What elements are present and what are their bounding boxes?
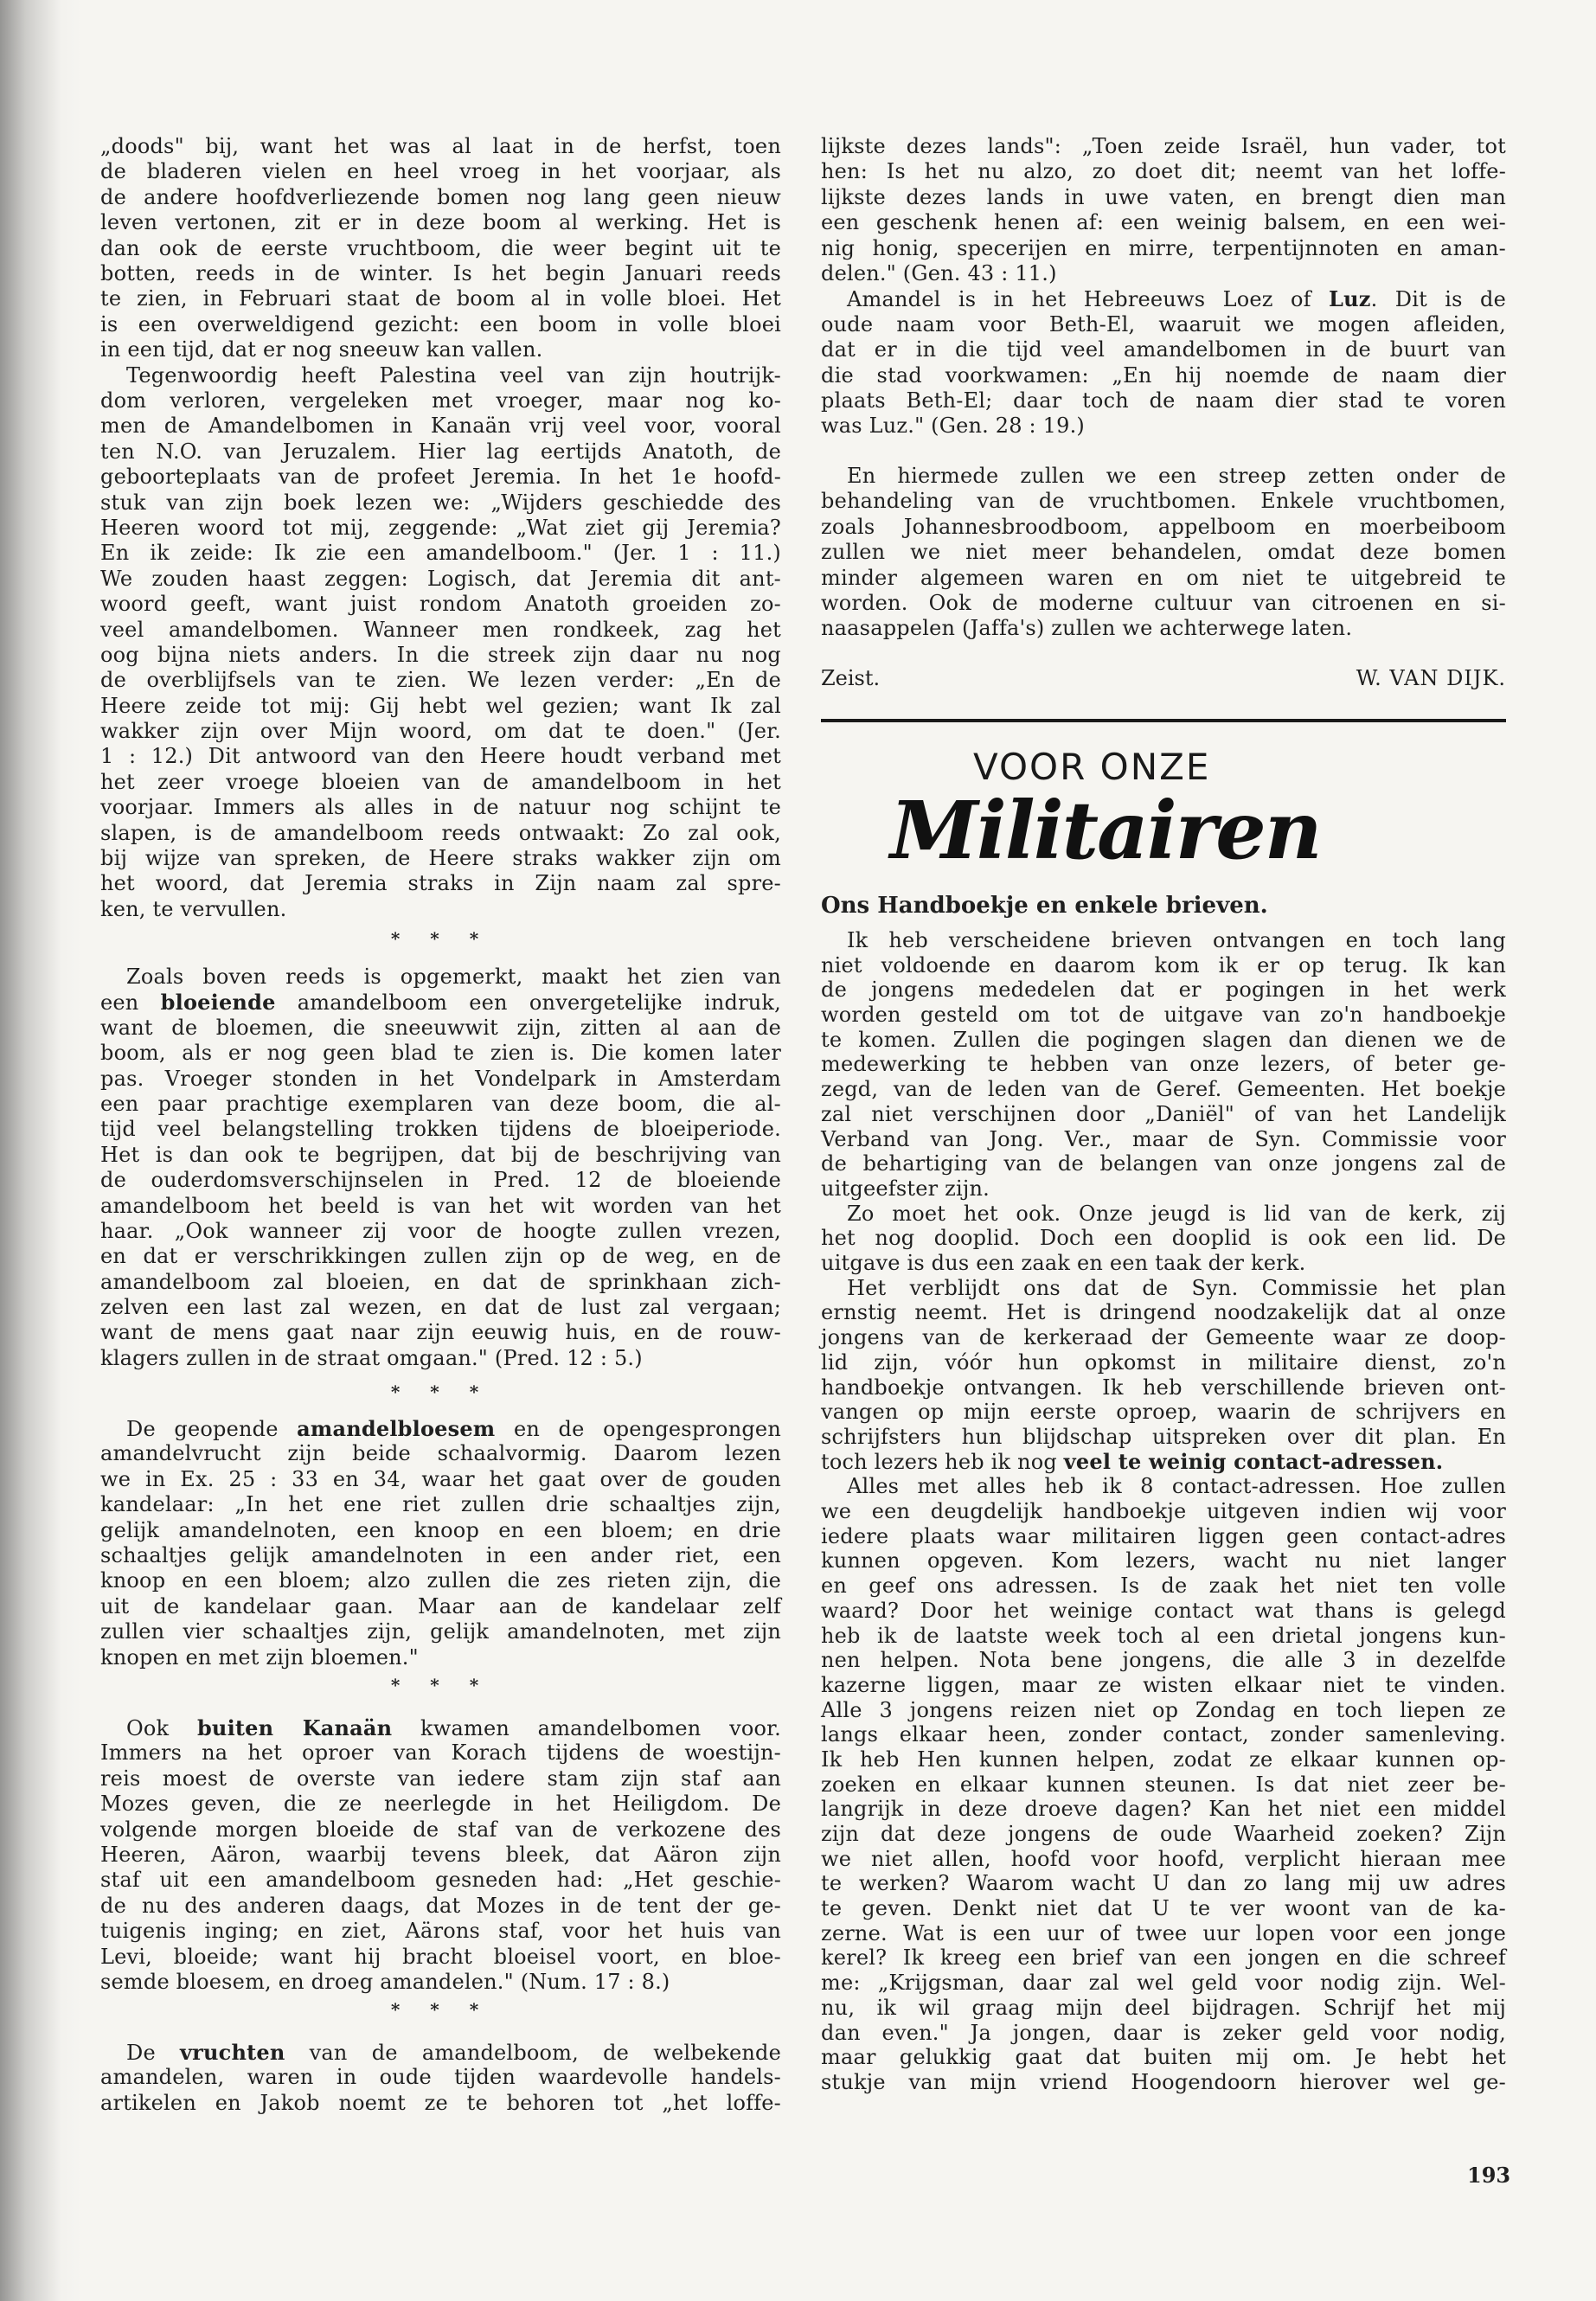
text-line: Amandel is in het Hebreeuws Loez of Luz. Dit is de bbox=[847, 286, 1506, 312]
text-line: oog bijna niets anders. In die streek zijn daar nu nog bbox=[100, 642, 781, 667]
text-line: Heeren woord tot mij, zeggende: „Wat ziet gij Jeremia? bbox=[100, 515, 781, 540]
page-binding-shadow bbox=[0, 0, 82, 2301]
text-line: vangen op mijn eerste oproep, waarin de schrijvers en bbox=[821, 1400, 1506, 1425]
text-line: knoop en een bloem; alzo zullen die zes rieten zijn, die bbox=[100, 1568, 781, 1593]
text-line: amandelboom zal bloeien, en dat de sprinkhaan zich- bbox=[100, 1269, 781, 1294]
text-line: uitgeefster zijn. bbox=[821, 1176, 990, 1201]
bold-emphasis: amandelbloesem bbox=[297, 1416, 496, 1441]
text-line: tijd veel belangstelling trokken tijdens de bloeiperiode. bbox=[100, 1117, 781, 1142]
text-line: zal niet verschijnen door „Daniël" of van het Landelijk bbox=[821, 1101, 1506, 1126]
text-line: dan even." Ja jongen, daar is zeker geld voor nodig, bbox=[821, 2020, 1506, 2045]
text-line: hen: Is het nu alzo, zo doet dit; neemt van het loffe- bbox=[821, 159, 1506, 184]
text-line: En ik zeide: Ik zie een amandelboom." (Jer. 1 : 11.) bbox=[100, 541, 781, 566]
bold-emphasis: vruchten bbox=[180, 2040, 285, 2065]
text-line: te zien, in Februari staat de boom al in volle bloei. Het bbox=[100, 286, 781, 311]
text-line: zelven een last zal wezen, en dat de lust zal vergaan; bbox=[100, 1295, 781, 1320]
paragraph bbox=[821, 1202, 1506, 1276]
text-line: botten, reeds in de winter. Is het begin Januari reeds bbox=[100, 260, 781, 285]
text-line: die stad voorkwamen: „En hij noemde de naam dier bbox=[821, 362, 1506, 388]
text-line: Zo moet het ook. Onze jeugd is lid van de kerk, zij bbox=[847, 1201, 1506, 1226]
text-line: in een tijd, dat er nog sneeuw kan vallen. bbox=[100, 337, 543, 362]
text-line: kerel? Ik kreeg een brief van een jongen en die schreef bbox=[821, 1945, 1506, 1971]
text-line: kunnen opgeven. Kom lezers, wacht nu niet langer bbox=[821, 1548, 1506, 1574]
text-line: klagers zullen in de straat omgaan." (Pred. 12 : 5.) bbox=[100, 1345, 643, 1370]
text-line: Mozes geven, die ze neerlegde in het Heiligdom. De bbox=[100, 1791, 781, 1817]
text-line: dan ook de eerste vruchtboom, die weer begint uit te bbox=[100, 235, 781, 260]
text-line: uitgave is dus een zaak en een taak der kerk. bbox=[821, 1251, 1306, 1276]
text-line: Alle 3 jongens reizen niet op Zondag en toch liepen ze bbox=[821, 1697, 1506, 1722]
text-line: het zeer vroege bloeien van de amandelboom in het bbox=[100, 769, 781, 794]
text-line: zijn dat deze jongens de oude Waarheid zoeken? Zijn bbox=[821, 1822, 1506, 1847]
section-break-stars: * * * bbox=[390, 1999, 491, 2020]
paragraph bbox=[821, 1276, 1506, 1475]
text-line: medewerking te hebben van onze lezers, of beter ge- bbox=[821, 1052, 1506, 1077]
text-line: „doods" bij, want het was al laat in de herfst, toen bbox=[100, 134, 781, 158]
paragraph bbox=[100, 1416, 781, 1670]
paragraph bbox=[821, 286, 1506, 439]
paragraph bbox=[821, 1474, 1506, 2094]
text-line: geboorteplaats van de profeet Jeremia. In het 1e hoofd- bbox=[100, 465, 781, 490]
text-line: volgende morgen bloeide de staf van de verkozene des bbox=[100, 1817, 781, 1842]
bold-emphasis: buiten Kanaän bbox=[196, 1715, 393, 1740]
paragraph bbox=[821, 464, 1506, 642]
text-line: wakker zijn over Mijn woord, om dat te doen." (Jer. bbox=[100, 719, 781, 744]
text-line: Levi, bloeide; want hij bracht bloeisel voort, en bloe- bbox=[100, 1944, 781, 1969]
bold-emphasis: Luz bbox=[1329, 286, 1371, 312]
text-line: Heeren, Aäron, waarbij tevens bleek, dat Aäron zijn bbox=[100, 1842, 781, 1867]
text-line: gelijk amandelnoten, een knoop en een bloem; en drie bbox=[100, 1517, 781, 1542]
text-line: Het is dan ook te begrijpen, dat bij de beschrijving van bbox=[100, 1142, 781, 1167]
signoff-place: Zeist. bbox=[821, 666, 881, 690]
text-line: woord geeft, want juist rondom Anatoth groeiden zo- bbox=[100, 592, 781, 617]
text-line: semde bloesem, en droeg amandelen." (Num. 17 : 8.) bbox=[100, 1969, 670, 1994]
text-line: want de bloemen, die sneeuwwit zijn, zitten al aan de bbox=[100, 1015, 781, 1040]
text-line: reis moest de overste van iedere stam zijn staf aan bbox=[100, 1766, 781, 1791]
section-break-stars: * * * bbox=[390, 1675, 491, 1695]
text-line: worden gesteld om tot de uitgave van zo'n handboekje bbox=[821, 1003, 1506, 1028]
text-line: dat er in die tijd veel amandelbomen in de buurt van bbox=[821, 337, 1506, 362]
text-line: het woord, dat Jeremia straks in Zijn naam zal spre- bbox=[100, 871, 781, 896]
text-line: toch lezers heb ik nog veel te weinig contact-adressen. bbox=[821, 1448, 1444, 1474]
text-line: zerne. Wat is een uur of twee uur lopen voor een jonge bbox=[821, 1920, 1506, 1945]
text-line: veel amandelbomen. Wanneer men rondkeek, zag het bbox=[100, 617, 781, 642]
text-line: de bladeren vielen en heel vroeg in het voorjaar, als bbox=[100, 159, 781, 184]
paragraph bbox=[100, 363, 781, 923]
text-line: amandelen, waren in oude tijden waardevolle handels- bbox=[100, 2065, 781, 2090]
text-line: staf uit een amandelboom gesneden had: „Het geschie- bbox=[100, 1868, 781, 1893]
text-line: me: „Krijgsman, daar zal wel geld voor nodig zijn. Wel- bbox=[821, 1971, 1506, 1996]
text-line: langrijk in deze droeve dagen? Kan het niet een middel bbox=[821, 1797, 1506, 1822]
text-line: zullen we niet meer behandelen, omdat deze bomen bbox=[821, 540, 1506, 565]
text-line: ten N.O. van Jeruzalem. Hier lag eertijds Anatoth, de bbox=[100, 439, 781, 464]
text-line: waard? Door het weinige contact wat thans is gelegd bbox=[821, 1598, 1506, 1623]
text-line: Verband van Jong. Ver., maar de Syn. Commissie voor bbox=[821, 1126, 1506, 1151]
text-line: voorjaar. Immers als alles in de natuur nog schijnt te bbox=[100, 795, 781, 820]
paragraph bbox=[821, 134, 1506, 286]
text-line: We zouden haast zeggen: Logisch, dat Jeremia dit ant- bbox=[100, 566, 781, 591]
paragraph bbox=[821, 928, 1506, 1202]
text-line: De vruchten van de amandelboom, de welbekende bbox=[126, 2040, 781, 2065]
text-line: en geef ons adressen. Is de zaak het niet ten volle bbox=[821, 1574, 1506, 1599]
text-line: knopen en met zijn bloemen." bbox=[100, 1644, 419, 1670]
text-line: Tegenwoordig heeft Palestina veel van zijn houtrijk- bbox=[126, 362, 781, 388]
text-line: een paar prachtige exemplaren van deze boom, die al- bbox=[100, 1091, 781, 1116]
text-line: amandelvrucht zijn beide schaalvormig. Daarom lezen bbox=[100, 1441, 781, 1466]
text-line: lijkste dezes lands": „Toen zeide Israël, hun vader, tot bbox=[821, 134, 1506, 158]
text-line: 1 : 12.) Dit antwoord van den Heere houdt verband met bbox=[100, 744, 781, 769]
paragraph bbox=[100, 134, 781, 363]
text-line: te komen. Zullen die pogingen slagen dan dienen we de bbox=[821, 1027, 1506, 1052]
text-line: Ook buiten Kanaän kwamen amandelbomen voor. bbox=[126, 1715, 781, 1740]
section-title: Militairen bbox=[890, 784, 1321, 877]
text-line: want de mens gaat naar zijn eeuwig huis, en de rouw- bbox=[100, 1320, 781, 1345]
text-line: nu, ik wil graag mijn deel bijdragen. Schrijf het mij bbox=[821, 1995, 1506, 2020]
text-line: slapen, is de amandelboom reeds ontwaakt: Zo zal ook, bbox=[100, 820, 781, 845]
left-column bbox=[100, 0, 781, 2301]
bold-emphasis: bloeiende bbox=[160, 990, 276, 1016]
text-line: de ouderdomsverschijnselen in Pred. 12 de bloeiende bbox=[100, 1168, 781, 1193]
text-line: zoeken en elkaar kunnen steunen. Is dat niet zeer be- bbox=[821, 1772, 1506, 1797]
text-line: en dat er verschrikkingen zullen zijn op de weg, en de bbox=[100, 1244, 781, 1269]
text-line: we niet allen, hoofd voor hoofd, verplicht hieraan mee bbox=[821, 1846, 1506, 1871]
text-line: zoals Johannesbroodboom, appelboom en moerbeiboom bbox=[821, 514, 1506, 539]
text-line: plaats Beth-El; daar toch de naam dier stad te voren bbox=[821, 388, 1506, 413]
text-line: maar gelukkig gaat dat buiten mij om. Je hebt het bbox=[821, 2045, 1506, 2070]
text-line: iedere plaats waar militairen liggen geen contact-adres bbox=[821, 1523, 1506, 1548]
text-line: Ik heb verscheidene brieven ontvangen en toch lang bbox=[847, 928, 1506, 952]
text-line: de jongens mededelen dat er pogingen in het werk bbox=[821, 977, 1506, 1003]
right-column bbox=[821, 0, 1506, 2301]
text-line: stuk van zijn boek lezen we: „Wijders geschiedde des bbox=[100, 490, 781, 515]
section-break-stars: * * * bbox=[390, 1381, 491, 1402]
text-line: kandelaar: „In het ene riet zullen drie schaaltjes zijn, bbox=[100, 1492, 781, 1517]
text-line: niet voldoende en daarom kom ik er op terug. Ik kan bbox=[821, 952, 1506, 977]
text-line: jongens van de kerkeraad der Gemeente waar ze doop- bbox=[821, 1325, 1506, 1350]
text-line: heb ik de laatste week toch al een drietal jongens kun- bbox=[821, 1623, 1506, 1648]
bold-emphasis: veel te weinig contact-adressen. bbox=[1063, 1448, 1444, 1474]
text-line: bij wijze van spreken, de Heere straks wakker zijn om bbox=[100, 846, 781, 871]
text-line: lijkste dezes lands in uwe vaten, en brengt dien man bbox=[821, 184, 1506, 209]
text-line: uit de kandelaar gaan. Maar aan de kandelaar zelf bbox=[100, 1593, 781, 1618]
text-line: de overblijfsels van te zien. We lezen verder: „En de bbox=[100, 668, 781, 693]
text-line: pas. Vroeger stonden in het Vondelpark in Amsterdam bbox=[100, 1066, 781, 1091]
text-line: is een overweldigend gezicht: een boom in volle bloei bbox=[100, 311, 781, 336]
text-line: de nu des anderen daags, dat Mozes in de tent der ge- bbox=[100, 1893, 781, 1918]
text-line: de andere hoofdverliezende bomen nog lang geen nieuw bbox=[100, 184, 781, 209]
article-heading: Ons Handboekje en enkele brieven. bbox=[821, 893, 1268, 919]
text-line: delen." (Gen. 43 : 11.) bbox=[821, 260, 1057, 285]
text-line: langs elkaar heen, zonder contact, zonder samenleving. bbox=[821, 1722, 1506, 1747]
text-line: schaaltjes gelijk amandelnoten in een ander riet, een bbox=[100, 1542, 781, 1567]
text-line: het nog dooplid. Doch een dooplid is ook een lid. De bbox=[821, 1226, 1506, 1251]
text-line: stukje van mijn vriend Hoogendoorn hierover wel ge- bbox=[821, 2069, 1506, 2094]
paragraph bbox=[100, 965, 781, 1371]
text-line: een bloeiende amandelboom een onvergetelijke indruk, bbox=[100, 990, 781, 1016]
text-line: een geschenk henen af: een weinig balsem, en een wei- bbox=[821, 210, 1506, 235]
section-kicker: VOOR ONZE bbox=[973, 746, 1211, 788]
paragraph bbox=[100, 1715, 781, 1995]
article-signoff bbox=[821, 665, 1506, 691]
page-number: 193 bbox=[1467, 2163, 1511, 2188]
text-line: Alles met alles heb ik 8 contact-adressen. Hoe zullen bbox=[847, 1474, 1506, 1499]
text-line: nen helpen. Nota bene jongens, die alle 3 in dezelfde bbox=[821, 1648, 1506, 1673]
text-line: de behartiging van de belangen van onze jongens zal de bbox=[821, 1151, 1506, 1176]
text-line: Ik heb Hen kunnen helpen, zodat ze elkaar kunnen op- bbox=[821, 1747, 1506, 1772]
text-line: leven vertonen, zit er in deze boom al werking. Het is bbox=[100, 210, 781, 235]
text-line: Immers na het oproer van Korach tijdens de woestijn- bbox=[100, 1740, 781, 1766]
text-line: dom verloren, vergeleken met vroeger, maar nog ko- bbox=[100, 388, 781, 413]
text-line: boom, als er nog geen blad te zien is. Die komen later bbox=[100, 1041, 781, 1066]
text-line: was Luz." (Gen. 28 : 19.) bbox=[821, 413, 1085, 439]
text-line: te werken? Waarom wacht U dan zo lang mij uw adres bbox=[821, 1871, 1506, 1896]
text-line: Heere zeide tot mij: Gij hebt wel gezien; want Ik zal bbox=[100, 693, 781, 718]
text-line: zullen vier schaaltjes zijn, gelijk amandelnoten, met zijn bbox=[100, 1619, 781, 1644]
text-line: kazerne liggen, maar ze wisten elkaar niet te vinden. bbox=[821, 1672, 1506, 1697]
text-line: lid zijn, vóór hun opkomst in militaire dienst, zo'n bbox=[821, 1349, 1506, 1375]
text-line: De geopende amandelbloesem en de opengesprongen bbox=[126, 1416, 781, 1441]
text-line: haar. „Ook wanneer zij voor de hoogte zullen vrezen, bbox=[100, 1218, 781, 1243]
text-line: minder algemeen waren en om niet te uitgebreid te bbox=[821, 565, 1506, 590]
text-line: schrijfsters hun blijdschap uitspreken over dit plan. En bbox=[821, 1424, 1506, 1449]
text-line: En hiermede zullen we een streep zetten onder de bbox=[847, 464, 1506, 488]
text-line: amandelboom het beeld is van het wit worden van het bbox=[100, 1193, 781, 1218]
paragraph bbox=[100, 2040, 781, 2116]
text-line: artikelen en Jakob noemt ze te behoren tot „het loffe- bbox=[100, 2090, 781, 2115]
text-line: worden. Ook de moderne cultuur van citroenen en si- bbox=[821, 590, 1506, 615]
text-line: naasappelen (Jaffa's) zullen we achterwege laten. bbox=[821, 616, 1353, 641]
text-line: te geven. Denkt niet dat U te ver woont van de ka- bbox=[821, 1896, 1506, 1921]
text-line: behandeling van de vruchtbomen. Enkele vruchtbomen, bbox=[821, 489, 1506, 514]
text-line: Zoals boven reeds is opgemerkt, maakt het zien van bbox=[126, 965, 781, 989]
text-line: zegd, van de leden van de Geref. Gemeenten. Het boekje bbox=[821, 1077, 1506, 1102]
text-line: nig honig, specerijen en mirre, terpentijnnoten en aman- bbox=[821, 235, 1506, 260]
text-line: tuigenis inging; en ziet, Aärons staf, voor het huis van bbox=[100, 1919, 781, 1944]
text-line: ernstig neemt. Het is dringend noodzakelijk dat al onze bbox=[821, 1300, 1506, 1325]
text-line: oude naam voor Beth-El, waaruit we mogen afleiden, bbox=[821, 311, 1506, 336]
text-line: men de Amandelbomen in Kanaän vrij veel voor, vooral bbox=[100, 413, 781, 439]
section-break-stars: * * * bbox=[390, 928, 491, 949]
section-divider bbox=[821, 719, 1506, 722]
text-line: Het verblijdt ons dat de Syn. Commissie het plan bbox=[847, 1275, 1506, 1300]
text-line: we in Ex. 25 : 33 en 34, waar het gaat over de gouden bbox=[100, 1466, 781, 1491]
text-line: ken, te vervullen. bbox=[100, 896, 287, 921]
text-line: handboekje ontvangen. Ik heb verschillende brieven ont- bbox=[821, 1375, 1506, 1400]
text-line: we een deugdelijk handboekje uitgeven indien wij voor bbox=[821, 1499, 1506, 1524]
signoff-author: W. VAN DIJK. bbox=[1356, 666, 1506, 690]
